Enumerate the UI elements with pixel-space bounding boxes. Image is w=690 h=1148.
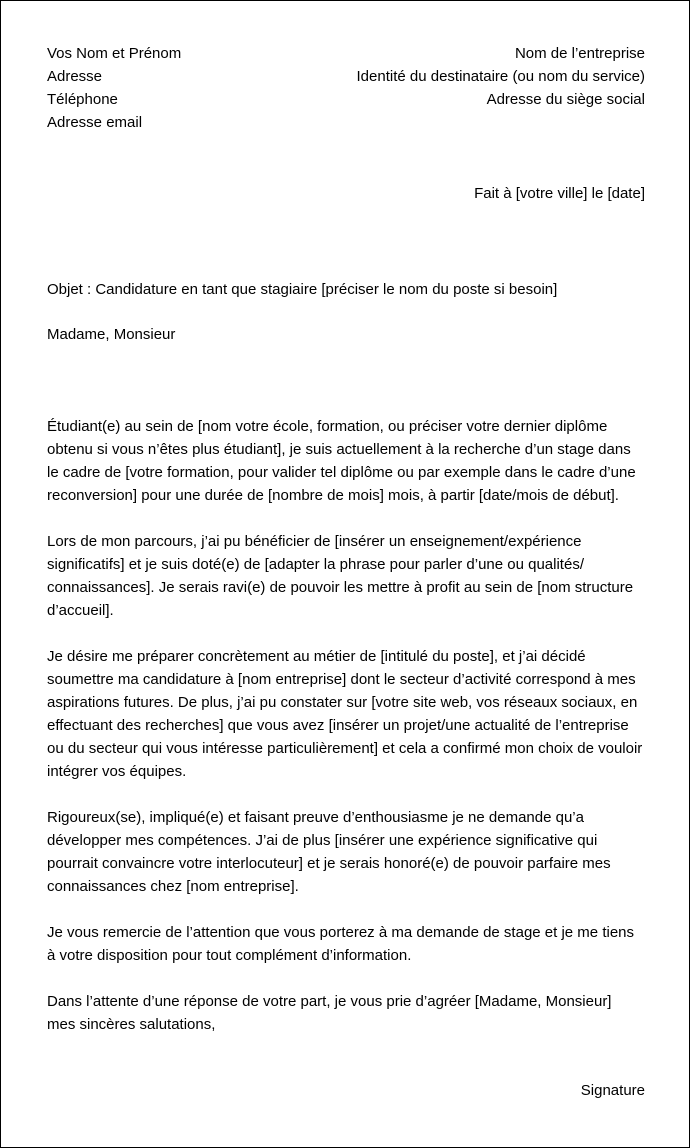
letter-body bbox=[47, 415, 647, 1059]
paragraph-line: intégrer vos équipes. bbox=[47, 763, 187, 780]
recipient-identity: Identité du destinataire (ou nom du service) bbox=[356, 68, 645, 85]
recipient-address: Adresse du siège social bbox=[486, 91, 645, 108]
paragraph-line: obtenu si vous n’êtes plus étudiant], je suis actuellement à la recherche d’un stage dans bbox=[47, 441, 631, 458]
paragraph-line: Étudiant(e) au sein de [nom votre école, formation, ou préciser votre dernier diplôme bbox=[47, 418, 608, 435]
paragraph-line: effectuant des recherches] que vous avez [insérer un projet/une actualité de l’entreprise bbox=[47, 717, 629, 734]
paragraph-line: le cadre de [votre formation, pour valider tel diplôme ou par exemple dans le cadre d’une bbox=[47, 464, 636, 481]
paragraph-line: mes sincères salutations, bbox=[47, 1016, 216, 1033]
paragraph-thanks bbox=[47, 921, 647, 967]
sender-email: Adresse email bbox=[47, 114, 143, 131]
paragraph-line: développer mes compétences. J’ai de plus [insérer une expérience significative qui bbox=[47, 832, 598, 849]
paragraph-line: Dans l’attente d’une réponse de votre part, je vous prie d’agréer [Madame, Monsieur] bbox=[47, 993, 612, 1010]
recipient-block bbox=[357, 42, 646, 111]
sender-block bbox=[47, 42, 181, 134]
paragraph-qualities bbox=[47, 806, 647, 898]
sender-name: Vos Nom et Prénom bbox=[47, 45, 182, 62]
paragraph-line: connaissances]. Je serais ravi(e) de pouvoir les mettre à profit au sein de [nom structure bbox=[47, 579, 634, 596]
signature: Signature bbox=[580, 1082, 645, 1099]
place-date-line: Fait à [votre ville] le [date] bbox=[474, 185, 645, 202]
paragraph-line: Je désire me préparer concrètement au métier de [intitulé du poste], et j’ai décidé bbox=[47, 648, 586, 665]
paragraph-intro bbox=[47, 415, 647, 507]
paragraph-line: à votre disposition pour tout complément d’information. bbox=[47, 947, 412, 964]
paragraph-line: d’accueil]. bbox=[47, 602, 114, 619]
paragraph-line: aspirations futures. De plus, j’ai pu constater sur [votre site web, vos réseaux sociaux, en bbox=[47, 694, 638, 711]
paragraph-line: connaissances chez [nom entreprise]. bbox=[47, 878, 299, 895]
paragraph-line: Rigoureux(se), impliqué(e) et faisant preuve d’enthousiasme je ne demande qu’a bbox=[47, 809, 584, 826]
paragraph-line: reconversion] pour une durée de [nombre de mois] mois, à partir [date/mois de début]. bbox=[47, 487, 619, 504]
paragraph-closing bbox=[47, 990, 647, 1036]
paragraph-line: Je vous remercie de l’attention que vous porterez à ma demande de stage et je me tiens bbox=[47, 924, 634, 941]
paragraph-background bbox=[47, 530, 647, 622]
sender-phone: Téléphone bbox=[47, 91, 118, 108]
paragraph-line: ou du secteur qui vous intéresse particulièrement] et cela a confirmé mon choix de vouloir bbox=[47, 740, 643, 757]
paragraph-line: significatifs] et je suis doté(e) de [adapter la phrase pour parler d’une ou qualités/ bbox=[47, 556, 584, 573]
subject-line: Objet : Candidature en tant que stagiaire [préciser le nom du poste si besoin] bbox=[47, 281, 558, 298]
sender-address: Adresse bbox=[47, 68, 103, 85]
recipient-company: Nom de l’entreprise bbox=[514, 45, 645, 62]
paragraph-line: soumettre ma candidature à [nom entreprise] dont le secteur d’activité correspond à mes bbox=[47, 671, 636, 688]
paragraph-line: pourrait convaincre votre interlocuteur] et je serais honoré(e) de pouvoir parfaire mes bbox=[47, 855, 611, 872]
salutation: Madame, Monsieur bbox=[47, 326, 176, 343]
paragraph-line: Lors de mon parcours, j’ai pu bénéficier de [insérer un enseignement/expérience bbox=[47, 533, 582, 550]
paragraph-motivation bbox=[47, 645, 647, 783]
